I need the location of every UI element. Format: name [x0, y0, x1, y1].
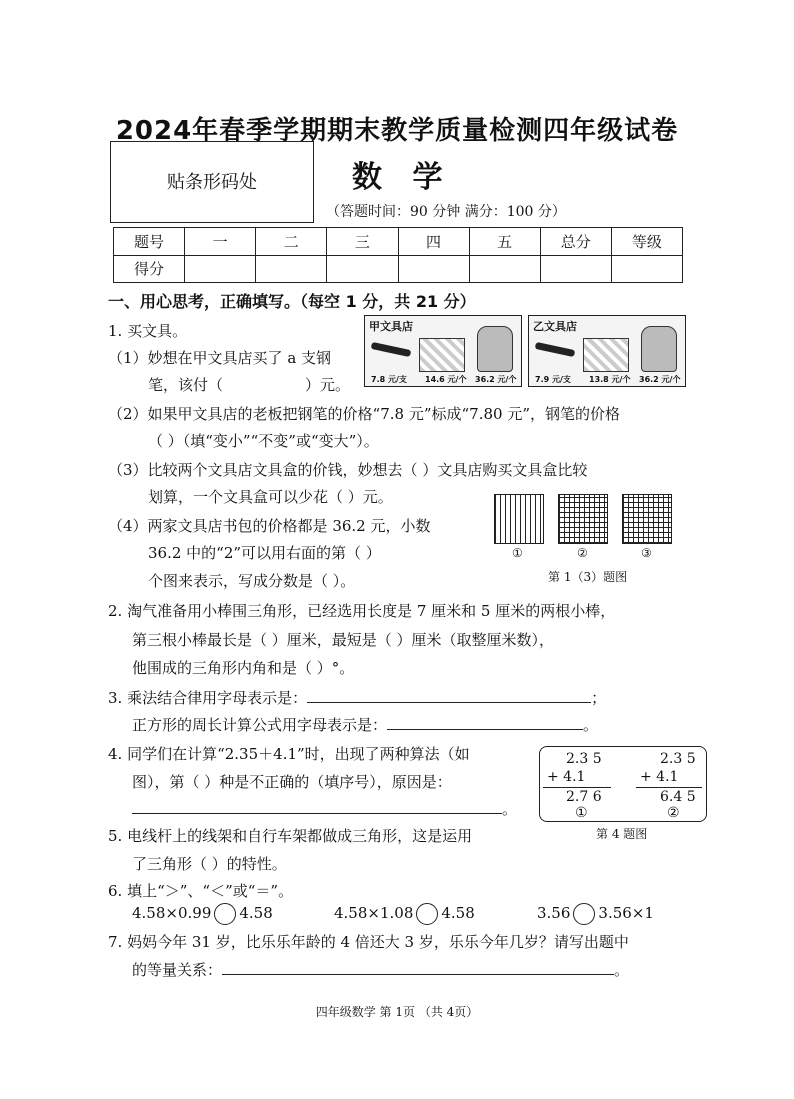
- q1-part2-line1: （2）如果甲文具店的老板把钢笔的价格“7.8 元”标成“7.80 元”，钢笔的价格: [108, 405, 621, 423]
- q2-line2: 第三根小棒最长是（ ）厘米，最短是（ ）厘米（取整厘米数），: [132, 631, 555, 649]
- store-panel-yi: [528, 315, 686, 387]
- score-entry[interactable]: [540, 255, 611, 283]
- score-table-header-row: [114, 228, 683, 256]
- grid-label: ①: [512, 546, 523, 560]
- answer-line[interactable]: [132, 800, 502, 814]
- hundredths-grid-figure: [558, 494, 608, 544]
- score-cell: 五: [469, 228, 540, 256]
- calc1-top: 2.3 5: [566, 751, 602, 767]
- hundredths-grid-figure: [622, 494, 672, 544]
- answer-line[interactable]: [222, 961, 614, 975]
- q6-compare-1: [132, 903, 273, 925]
- score-entry[interactable]: [327, 255, 398, 283]
- store-name: 甲文具店: [369, 320, 413, 333]
- q1-part3-line1: （3）比较两个文具店文具盒的价钱，妙想去（ ）文具店购买文具盒比较: [108, 461, 588, 479]
- exam-title: 2024年春季学期期末教学质量检测四年级试卷: [115, 116, 679, 146]
- price-label: 14.6 元/个: [425, 375, 467, 384]
- tenths-grid-figure: [494, 494, 544, 544]
- q3-prompt: 正方形的周长计算公式用字母表示是：: [132, 716, 388, 734]
- exam-timing: （答题时间：90 分钟 满分：100 分）: [326, 204, 566, 220]
- q4-line3: [132, 798, 517, 819]
- q1-part3-line2: 划算，一个文具盒可以少花（ ）元。: [148, 488, 393, 506]
- pen-icon: [371, 342, 412, 357]
- price-label: 13.8 元/个: [589, 375, 631, 384]
- score-entry[interactable]: [185, 255, 256, 283]
- pencil-case-icon: [419, 338, 465, 372]
- score-cell: 总分: [540, 228, 611, 256]
- figure-caption: 第 4 题图: [596, 827, 648, 841]
- calc1-add: + 4.1: [547, 769, 586, 785]
- store-name: 乙文具店: [533, 320, 577, 333]
- q4-line1: 4. 同学们在计算“2.35＋4.1”时，出现了两种算法（如: [108, 745, 470, 763]
- q1-part1-line1: （1）妙想在甲文具店买了 a 支钢: [108, 349, 332, 367]
- q7-line2: [132, 959, 629, 980]
- score-table: [113, 227, 683, 283]
- score-entry[interactable]: [398, 255, 469, 283]
- price-label: 7.9 元/支: [535, 375, 571, 384]
- score-cell: 四: [398, 228, 469, 256]
- score-entry[interactable]: [611, 255, 682, 283]
- q1-part1-unit: ）元。: [305, 376, 351, 394]
- q1-part2-line2: （ ）（填“变小”“不变”或“变大”）。: [148, 432, 379, 450]
- calc1-rule: [543, 787, 611, 788]
- calc2-label: ②: [667, 805, 680, 821]
- q3-line1: [108, 687, 606, 708]
- q6-compare-3: [537, 903, 654, 925]
- q6-compare-2: [334, 903, 475, 925]
- price-label: 36.2 元/个: [475, 375, 517, 384]
- backpack-icon: [477, 326, 513, 372]
- q1-part1-text: 笔，该付（: [148, 376, 224, 394]
- q5-line1: 5. 电线杆上的线架和自行车架都做成三角形，这是运用: [108, 827, 473, 845]
- calc1-label: ①: [575, 805, 588, 821]
- q6-stem: 6. 填上“＞”、“＜”或“＝”。: [108, 882, 294, 900]
- q1-part4-line1: （4）两家文具店书包的价格都是 36.2 元，小数: [108, 517, 431, 535]
- page-footer: 四年级数学 第 1页 （共 4页）: [315, 1005, 479, 1019]
- q1-part4-line3: 个图来表示，写成分数是（ ）。: [148, 572, 356, 590]
- price-label: 36.2 元/个: [639, 375, 681, 384]
- score-entry[interactable]: [469, 255, 540, 283]
- q1-part4-line2: 36.2 中的“2”可以用右面的第（ ）: [148, 544, 381, 562]
- score-cell: 一: [185, 228, 256, 256]
- compare-circle[interactable]: [573, 903, 595, 925]
- subject-title: 数 学: [352, 160, 453, 195]
- score-cell: 题号: [114, 228, 185, 256]
- grid-label: ②: [577, 546, 588, 560]
- q4-punct: 。: [502, 800, 518, 818]
- score-row-label: 得分: [114, 255, 185, 283]
- compare-left: 4.58×1.08: [334, 904, 414, 922]
- barcode-label: 贴条形码处: [167, 172, 257, 193]
- price-label: 7.8 元/支: [371, 375, 407, 384]
- calc2-result: 6.4 5: [660, 789, 696, 805]
- compare-left: 4.58×0.99: [132, 904, 212, 922]
- compare-left: 3.56: [537, 904, 571, 922]
- compare-right: 4.58: [441, 904, 475, 922]
- q2-line3: 他围成的三角形内角和是（ ）°。: [132, 659, 355, 677]
- q1-stem: 1. 买文具。: [108, 322, 188, 340]
- q5-line2: 了三角形（ ）的特性。: [132, 855, 287, 873]
- pencil-case-icon: [583, 338, 629, 372]
- q7-prompt: 的等量关系：: [132, 961, 223, 979]
- q7-punct: 。: [614, 961, 630, 979]
- q4-line2: 图），第（ ）种是不正确的（填序号），原因是：: [132, 773, 452, 791]
- section-heading: 一、用心思考，正确填写。（每空 1 分，共 21 分）: [108, 292, 476, 311]
- q3-punct: 。: [583, 716, 599, 734]
- score-cell: 三: [327, 228, 398, 256]
- calc1-result: 2.7 6: [566, 789, 602, 805]
- backpack-icon: [641, 326, 677, 372]
- calc2-rule: [636, 787, 702, 788]
- q2-line1: 2. 淘气准备用小棒围三角形，已经选用长度是 7 厘米和 5 厘米的两根小棒，: [108, 602, 616, 620]
- score-entry[interactable]: [256, 255, 327, 283]
- calc2-add: + 4.1: [640, 769, 679, 785]
- score-table-score-row: [114, 255, 683, 283]
- q3-prompt: 3. 乘法结合律用字母表示是：: [108, 689, 308, 707]
- q1-part1-line2: [148, 374, 350, 395]
- score-cell: 等级: [611, 228, 682, 256]
- q7-line1: 7. 妈妈今年 31 岁，比乐乐年龄的 4 倍还大 3 岁，乐乐今年几岁？请写出题中: [108, 933, 629, 951]
- pen-icon: [535, 342, 576, 357]
- compare-circle[interactable]: [416, 903, 438, 925]
- calc2-top: 2.3 5: [660, 751, 696, 767]
- score-cell: 二: [256, 228, 327, 256]
- figure-caption: 第 1（3）题图: [548, 570, 628, 584]
- q3-line2: [132, 714, 598, 735]
- compare-right: 3.56×1: [598, 904, 654, 922]
- store-panel-jia: [364, 315, 522, 387]
- answer-line[interactable]: [387, 716, 583, 730]
- compare-right: 4.58: [239, 904, 273, 922]
- q3-punct: ；: [591, 689, 607, 707]
- answer-line[interactable]: [307, 689, 591, 703]
- grid-label: ③: [641, 546, 652, 560]
- compare-circle[interactable]: [214, 903, 236, 925]
